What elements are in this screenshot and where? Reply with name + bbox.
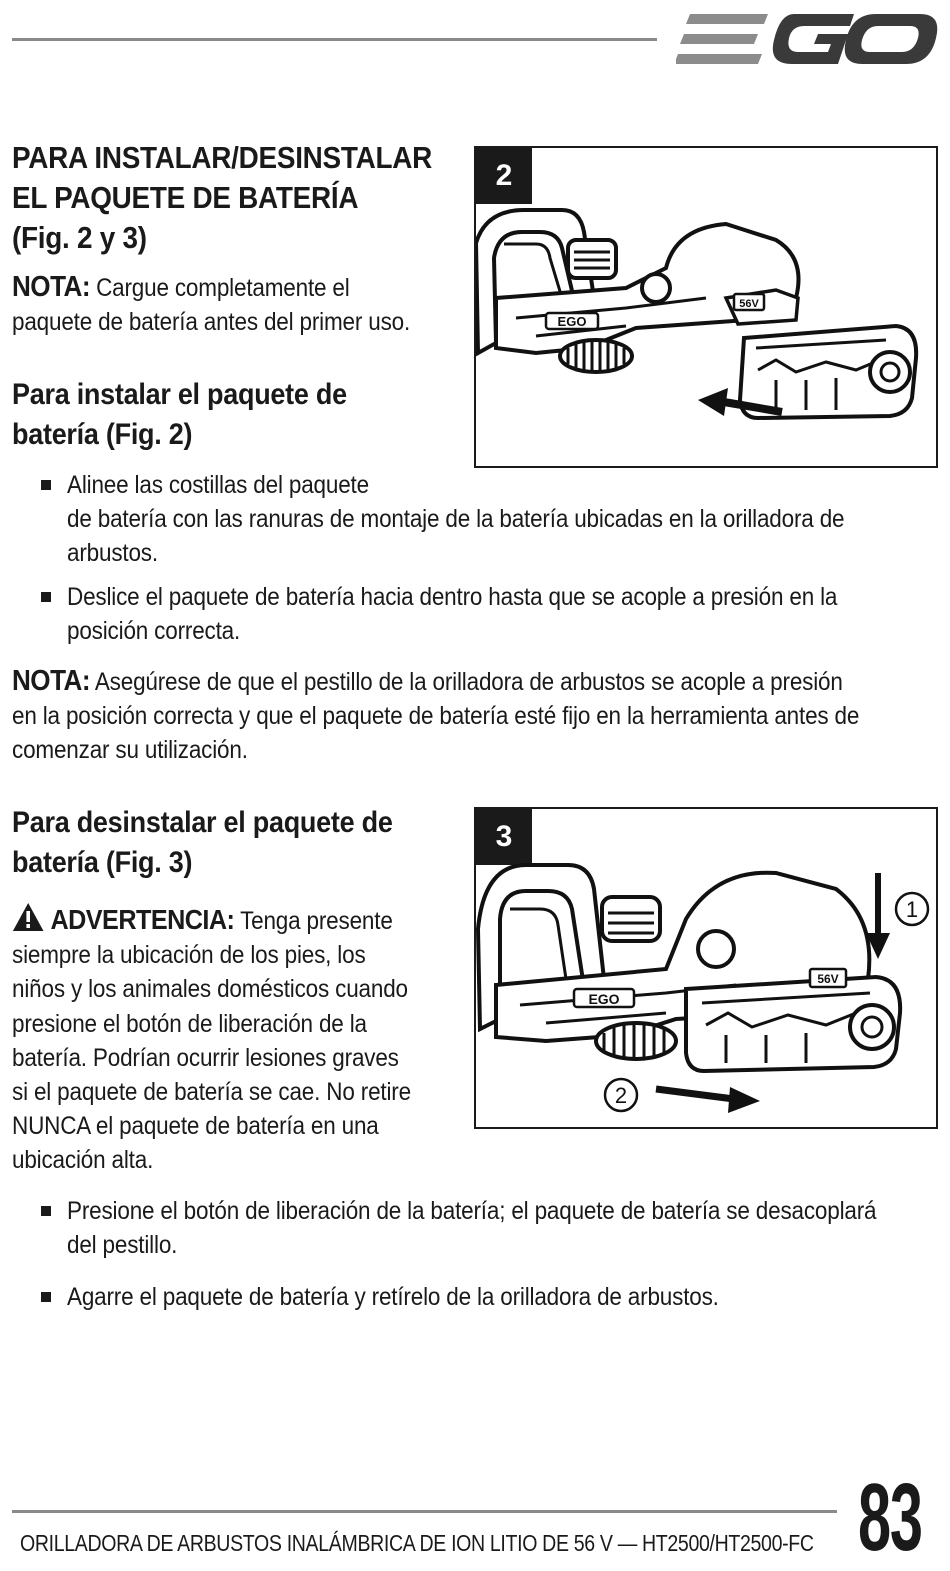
remove-bullet-2: Agarre el paquete de batería y retírelo de la orilladora de arbustos. xyxy=(67,1283,719,1311)
callout-1: 1 xyxy=(905,897,919,922)
footer-rule xyxy=(12,1510,837,1513)
install-bullet-1: Alinee las costillas del paquete de batería con las ranuras de montaje de la batería ubicadas en la orilladora de arbustos. xyxy=(67,471,845,568)
bullet-marker xyxy=(41,1292,51,1302)
warning-label: ADVERTENCIA: xyxy=(50,904,235,935)
figure-2 xyxy=(474,146,938,468)
page-number: 83 xyxy=(858,1464,922,1571)
install-bullet-2: Deslice el paquete de batería hacia dentro hasta que se acople a presión en la posición correcta. xyxy=(67,583,838,646)
figure-number: 3 xyxy=(476,809,532,865)
callout-2: 2 xyxy=(614,1083,628,1108)
tool-brand-label: EGO xyxy=(588,991,620,1007)
bullet-marker xyxy=(41,1206,51,1216)
note-label: NOTA: xyxy=(12,665,91,697)
tool-brand-label: EGO xyxy=(557,314,587,329)
warning-block: ADVERTENCIA: Tenga presente siempre la ubicación de los pies, los niños y los animales domésticos cuando presione el botón de liberación de la batería. Podrían ocurrir lesiones graves si el paquete de batería se cae. No retire NUNCA el paquete de batería en una ubicación alta. xyxy=(12,904,411,1175)
warning-icon xyxy=(12,902,44,932)
install-heading: Para instalar el paquete de batería (Fig. 2) xyxy=(12,378,347,451)
figure-3-illustration xyxy=(476,809,936,1127)
note-label: NOTA: xyxy=(12,271,91,303)
note-latch: NOTA: Asegúrese de que el pestillo de la orilladora de arbustos se acople a presión en la posición correcta y que el paquete de batería esté fijo en la herramienta antes de comenzar su utilización. xyxy=(12,665,860,765)
battery-label: 56V xyxy=(817,972,839,986)
figure-3 xyxy=(474,807,938,1129)
bullet-marker xyxy=(41,480,51,490)
note-charge: NOTA: Cargue completamente el paquete de batería antes del primer uso. xyxy=(12,271,411,337)
battery-label: 56V xyxy=(739,298,759,310)
remove-heading: Para desinstalar el paquete de batería (Fig. 3) xyxy=(12,806,393,879)
logo-text: EGO xyxy=(676,10,679,11)
section-title: PARA INSTALAR/DESINSTALAR EL PAQUETE DE BATERÍA (Fig. 2 y 3) xyxy=(12,140,433,255)
header-rule xyxy=(12,38,657,41)
ego-logo xyxy=(676,10,938,70)
bullet-marker xyxy=(41,592,51,602)
remove-bullet-1: Presione el botón de liberación de la batería; el paquete de batería se desacoplará del pestillo. xyxy=(67,1197,877,1260)
figure-number: 2 xyxy=(476,148,532,204)
footer-text: ORILLADORA DE ARBUSTOS INALÁMBRICA DE ION LITIO DE 56 V — HT2500/HT2500-FC xyxy=(20,1530,814,1556)
figure-2-illustration xyxy=(476,148,936,466)
